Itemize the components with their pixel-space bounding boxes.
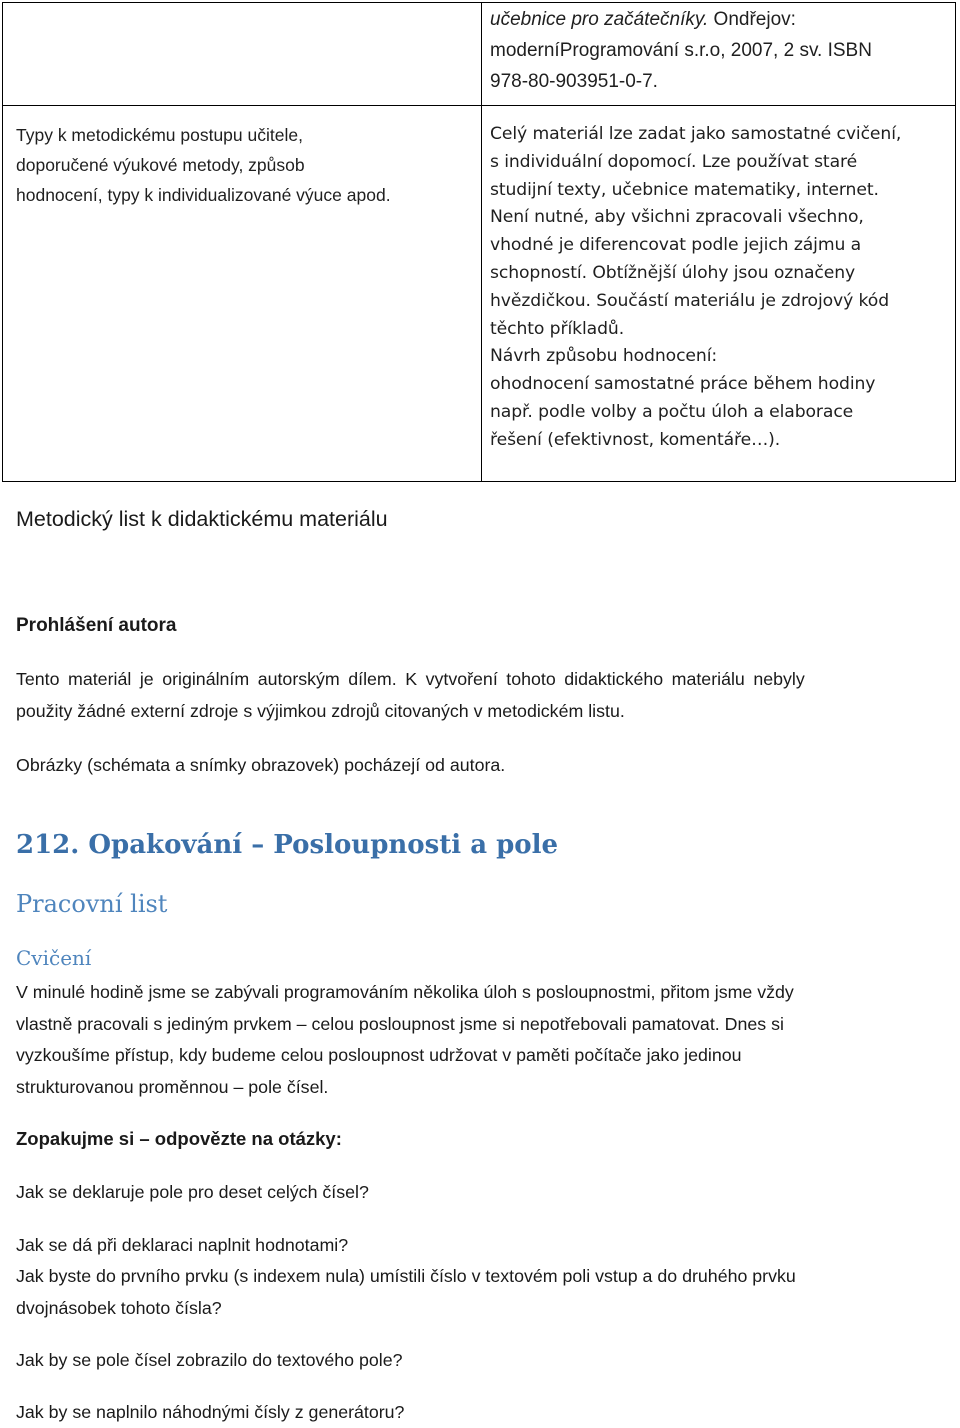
method-line: studijní texty, učebnice matematiky, internet. bbox=[490, 179, 879, 200]
question-3-line-1: Jak byste do prvního prvku (s indexem nula) umístili číslo v textovém poli vstup a do druhého prvku bbox=[16, 1266, 796, 1286]
label-line-2: doporučené výukové metody, způsob bbox=[16, 155, 305, 175]
question-3-line-2: dvojnásobek tohoto čísla? bbox=[16, 1298, 222, 1318]
question-1: Jak se deklaruje pole pro deset celých čísel? bbox=[16, 1182, 369, 1202]
table-cell-reference bbox=[490, 4, 950, 97]
prohlaseni-line-1: Tento materiál je originálním autorským dílem. K vytvoření tohoto didaktického materiálu nebyly bbox=[16, 669, 805, 689]
reference-line-2: moderníProgramování s.r.o, 2007, 2 sv. ISBN bbox=[490, 40, 872, 61]
method-line: schopností. Obtížnější úlohy jsou označeny bbox=[490, 262, 856, 283]
prohlaseni-heading: Prohlášení autora bbox=[16, 615, 177, 636]
lesson-title: 212. Opakování – Posloupnosti a pole bbox=[16, 830, 559, 860]
table-cell-method bbox=[490, 121, 950, 455]
obrazky-paragraph: Obrázky (schémata a snímky obrazovek) pocházejí od autora. bbox=[16, 755, 506, 775]
method-line: Není nutné, aby všichni zpracovali všechno, bbox=[490, 207, 864, 228]
method-line: vhodné je diferencovat podle jejich zájmu a bbox=[490, 235, 862, 256]
method-line: ohodnocení samostatné práce během hodiny bbox=[490, 374, 876, 395]
table-row-divider bbox=[3, 105, 955, 106]
prohlaseni-paragraph bbox=[16, 663, 954, 727]
label-line-3: hodnocení, typy k individualizované výuce apod. bbox=[16, 185, 391, 205]
question-2: Jak se dá při deklaraci naplnit hodnotami? bbox=[16, 1235, 349, 1255]
cviceni-heading: Cvičení bbox=[16, 946, 92, 970]
question-4: Jak by se pole čísel zobrazilo do textového pole? bbox=[16, 1350, 403, 1370]
table-column-divider bbox=[481, 3, 482, 481]
table-cell-label bbox=[16, 120, 468, 210]
method-line: řešení (efektivnost, komentáře…). bbox=[490, 429, 781, 450]
zopakujme-heading: Zopakujme si – odpovězte na otázky: bbox=[16, 1128, 342, 1149]
intro-line-4: strukturovanou proměnnou – pole čísel. bbox=[16, 1076, 329, 1097]
method-line: Celý materiál lze zadat jako samostatné cvičení, bbox=[490, 124, 902, 144]
method-line: těchto příkladů. bbox=[490, 318, 625, 339]
method-line: Návrh způsobu hodnocení: bbox=[490, 346, 718, 367]
label-line-1: Typy k metodickému postupu učitele, bbox=[16, 125, 303, 145]
metodicky-list-heading: Metodický list k didaktickému materiálu bbox=[16, 507, 388, 531]
intro-line-1: V minulé hodině jsme se zabývali programováním několika úloh s posloupnostmi, přitom jsme vždy bbox=[16, 982, 794, 1002]
pracovni-list-heading: Pracovní list bbox=[16, 890, 168, 918]
method-line: např. podle volby a počtu úloh a elaborace bbox=[490, 401, 854, 422]
intro-line-2: vlastně pracovali s jediným prvkem – celou posloupnost jsme si nepotřebovali pamatovat. Dnes si bbox=[16, 1013, 784, 1034]
prohlaseni-line-2: použity žádné externí zdroje s výjimkou zdrojů citovaných v metodickém listu. bbox=[16, 701, 625, 721]
method-line: hvězdičkou. Součástí materiálu je zdrojový kód bbox=[490, 290, 890, 311]
reference-line-1: učebnice pro začátečníky. Ondřejov: bbox=[490, 9, 796, 30]
reference-line-3: 978-80-903951-0-7. bbox=[490, 71, 658, 92]
intro-paragraph bbox=[16, 977, 794, 1103]
question-5: Jak by se naplnilo náhodnými čísly z generátoru? bbox=[16, 1402, 405, 1422]
intro-line-3: vyzkoušíme přístup, kdy budeme celou posloupnost udržovat v paměti počítače jako jedinou bbox=[16, 1045, 742, 1065]
method-line: s individuální dopomocí. Lze používat staré bbox=[490, 151, 858, 172]
